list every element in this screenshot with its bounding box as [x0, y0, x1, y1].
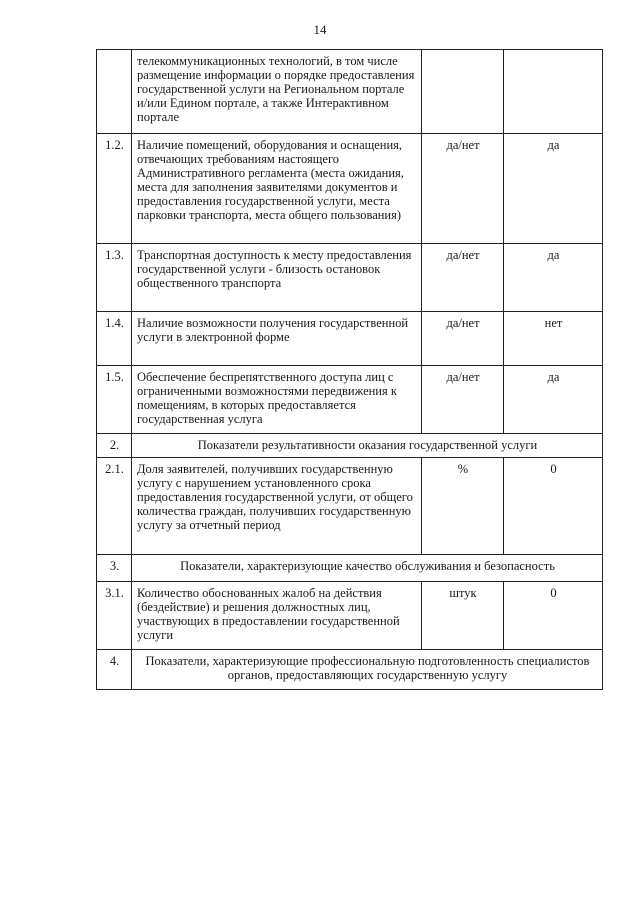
table-row	[97, 582, 603, 650]
indicator-value: да	[504, 366, 603, 434]
section-title: Показатели, характеризующие качество обслуживания и безопасность	[132, 555, 603, 582]
indicator-unit: да/нет	[422, 312, 504, 366]
indicator-unit: штук	[422, 582, 504, 650]
table-row	[97, 366, 603, 434]
row-number: 1.3.	[97, 244, 132, 312]
indicator-unit	[422, 50, 504, 134]
indicator-text: Транспортная доступность к месту предоставления государственной услуги - близость остановок общественного транспорта	[132, 244, 422, 312]
section-number: 2.	[97, 434, 132, 458]
indicator-value: 0	[504, 458, 603, 555]
row-number: 3.1.	[97, 582, 132, 650]
row-number: 2.1.	[97, 458, 132, 555]
section-title: Показатели результативности оказания государственной услуги	[132, 434, 603, 458]
indicator-text: Количество обоснованных жалоб на действия (бездействие) и решения должностных лиц, участвующих в предоставлении государственной услуги	[132, 582, 422, 650]
table-row	[97, 134, 603, 244]
indicator-unit: да/нет	[422, 244, 504, 312]
row-number: 1.4.	[97, 312, 132, 366]
indicator-value: да	[504, 244, 603, 312]
table-row	[97, 244, 603, 312]
section-row	[97, 555, 603, 582]
table-row	[97, 312, 603, 366]
indicator-value: нет	[504, 312, 603, 366]
indicator-text: Наличие помещений, оборудования и оснащения, отвечающих требованиям настоящего Административного регламента (места ожидания, места для заполнения заявителями документов и предоставления государственной услуги, места парковки транспорта, места общего пользования)	[132, 134, 422, 244]
page-number: 14	[313, 22, 327, 37]
indicator-value: да	[504, 134, 603, 244]
indicator-text: Наличие возможности получения государственной услуги в электронной форме	[132, 312, 422, 366]
indicator-text: Доля заявителей, получивших государственную услугу с нарушением установленного срока предоставления государственной услуги, от общего количества граждан, получивших государственную услугу за отчетный период	[132, 458, 422, 555]
indicator-value	[504, 50, 603, 134]
indicator-unit: да/нет	[422, 366, 504, 434]
table-row	[97, 458, 603, 555]
section-row	[97, 650, 603, 690]
section-number: 4.	[97, 650, 132, 690]
indicator-unit: %	[422, 458, 504, 555]
section-title: Показатели, характеризующие профессиональную подготовленность специалистов органов, предоставляющих государственную услугу	[132, 650, 603, 690]
quality-indicators-table	[96, 49, 603, 690]
indicator-text: Обеспечение беспрепятственного доступа лиц с ограниченными возможностями передвижения к помещениям, в которых предоставляется государственная услуга	[132, 366, 422, 434]
indicator-unit: да/нет	[422, 134, 504, 244]
indicator-text: телекоммуникационных технологий, в том числе размещение информации о порядке предоставления государственной услуги на Региональном портале и/или Едином портале, а также Интерактивном портале	[132, 50, 422, 134]
section-row	[97, 434, 603, 458]
row-number: 1.2.	[97, 134, 132, 244]
row-number: 1.5.	[97, 366, 132, 434]
table-row	[97, 50, 603, 134]
section-number: 3.	[97, 555, 132, 582]
indicator-value: 0	[504, 582, 603, 650]
row-number	[97, 50, 132, 134]
